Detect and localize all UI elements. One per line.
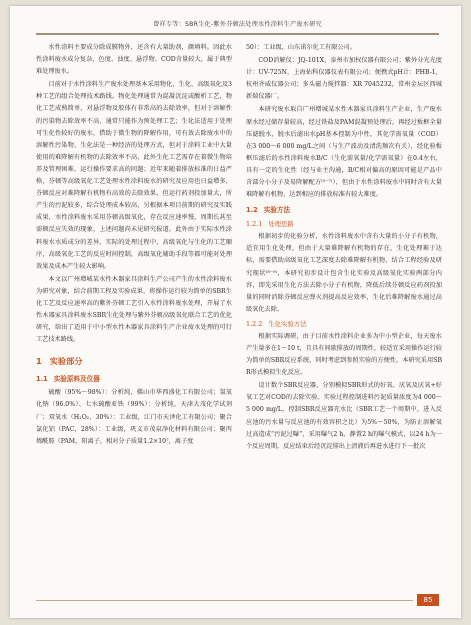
subsubsection-heading-approach xyxy=(246,218,442,230)
running-header: 曾祥专等：SBR生化-紫外芬顿法处理水性涂料生产废水研究 xyxy=(153,21,322,28)
subsection-title: 实验原料及仪器 xyxy=(53,375,100,384)
left-column xyxy=(36,42,232,584)
subsubsection-heading-bio-method xyxy=(246,318,442,330)
section-title: 实验部分 xyxy=(49,356,83,367)
section-heading-experimental xyxy=(36,355,232,367)
subsection-number: 1.1 xyxy=(36,375,48,384)
approach-paragraph: 根据初步的化验分析，水性涂料废水中含有大量的小分子有机物，适宜用生化处理，但由于大量难降解有机物的存在，生化处理难于达标，需要借助高级氧化工艺深度去除难降解有机物，结合工程经验及研究现状⁽⁸⁻⁹⁾，本研究初步设计包含生化实验及高级氧化实验两部分内容，即先采用生化方法去除小分子有机物，降低后续芬顿反应药剂投加量的同时消除芬顿反应弹灭剂提高反应效率，生化后难降解废水通过高级氧化去除。 xyxy=(246,233,442,313)
subsection-number: 1.2 xyxy=(246,206,258,215)
bio-method-paragraph-1: 根据实际调研，由于目前水性涂料企业多为中小型企业，每天废水产生量多在1～10 t，且具有间歇排放的周期性，较适宜采用操作运行较为简单的SBR反应系统，同时考虑到参照实验的方便性，本研究采用SBR形式模拟生化反应。 xyxy=(246,332,442,377)
subsubsection-title: 生化实验方法 xyxy=(268,319,307,328)
subsection-heading-materials xyxy=(36,373,232,385)
section-number: 1 xyxy=(36,356,42,367)
header-rule xyxy=(36,33,439,35)
right-column xyxy=(246,42,442,584)
subsubsection-title: 处理思路 xyxy=(268,220,294,229)
footer-rule xyxy=(36,600,413,601)
intro-paragraph-1: 水性涂料主要成分除成膜物外，还含有大量助剂，颜填料。因此水性涂料废水成分复杂，色度、浊度、悬浮物、COD含量较大，属于典型难处理废水。 xyxy=(36,44,232,76)
materials-continued: 50）：工业级，山东诺尔化工有限公司。 xyxy=(246,44,356,51)
intro-paragraph-2: 目前对于水性涂料生产废水处理基本采用物化、生化、高级氧化及3种工艺的组合处理技术路线。物化处理通常为混凝沉淀或酸析工艺，物化工艺成熟简单，对悬浮物及胶体有非常高的去除效率，但对于溶解性的污染物去除效率不高，通常只能作为预处理工艺；生化法适用于处理可生化性较好的废水，借助于微生物的降解作用，可有效去除废水中的溶解性污染物，生化法是一种经济的处理方式，但对于涂料工业中大量使用的难降解有机物的去除效率不高，此外生化工艺需存在着微生物培养及管理困难、运行操作要求高的问题；近年来随着排放标准的日益严格，芬顿等高级氧化工艺处理水性涂料废水的研究及应用也日益增多，芬顿反应对难降解有机物有高效的去除效果，但运行药剂投加量大，所产生的污泥较多，综合处理成本较高，另根据本项目前期的研究及实践成果，水性涂料废水采用芬顿高级氧化，存在反应速率慢，周期长甚至需顿反应失效的现象，上述问题尚未见研究报道。此外由于实际水性涂料废水水质成分的差异，实际的处理过程中，高级氧化与生化的工艺顺序，高级氧化工艺的反应时间控制，高级氧化辅助手段等都可能对处理效果及成本产生较大影响。 xyxy=(36,81,232,270)
intro-paragraph-3: 本文以广州增城某水性木器家具涂料生产公司产生的水性涂料废水为研究对象，结合前期工程及实验成果，将操作运行较为简单的SBR生化工艺及反应速率高的紫外芬顿工艺引入水性涂料废水处理，开展了水性木器家具涂料废水SBR生化处理与紫外芬顿高级氧化联合工艺的优化研究，给出了适用于中小型水性木器家具涂料生产企业废水处理的可行工艺技术路线。 xyxy=(36,275,232,344)
instruments-paragraph: COD消解仪：JQ-101X，泰州市加权仪器有限公司；紫外分光光度计：UV-725N，上海佑科仪器仪表有限公司；便携式pH计：PHB-1，杭州齐威仪器公司；多头磁力搅拌器：XR 7045232，常州金坛区西城新瑞仪器厂。 xyxy=(246,57,442,101)
subsubsection-number: 1.2.2 xyxy=(246,319,263,328)
materials-paragraph: 硫酸（95%～98%）：分析纯，佛山市华西盛化工有限公司；氢氧化钠（96.0%）、七水硫酸亚铁（99%）：分析纯，天津大茂化学试剂厂；双氧水（H₂O₂，30%）：工业级，江门市天泽化工有限公司；聚合氯化铝（PAC，28%）：工业级，巩义市茂泉净化材料有限公司；聚丙烯酰胺（PAM，阳离子，相对分子质量1.2×10⁷，离子度 xyxy=(36,389,232,445)
page-number: 85 xyxy=(417,594,439,606)
journal-page xyxy=(10,6,461,618)
bio-method-paragraph-2: 设计数个SBR反应器，分别模拟SBR形式的好氧、厌氧及厌氧+好氧工艺对COD的去除实验。实验过程控制进料污泥质量浓度为4 000～5 000 mg/L，控制SBR反应器充水比（SBR工艺一个周期中，进入反应池的污水量与反应池的有效容积之比）为5%～50%，为防止溶解氧过高造成“污泥过曝”，采用曝气2 h、静置2 h的曝气模式，以24 h为一个反应周期，反应结束后经沉淀排出上清液后再进水进行下一批次 xyxy=(246,382,442,450)
subsection-title: 实验方法 xyxy=(263,206,291,215)
subsubsection-number: 1.2.1 xyxy=(246,220,263,229)
wastewater-paragraph: 本研究废水取自广州增城某水性木器家具涂料生产企业，生产废水原水经过储存量较高，经过铁盐及PAM混凝预处理后，再经过板框全量压滤脱水，脱水后滤出水pH基本控制为中性，其化学需氧量（COD）在3 000～6 000 mg/L之间（与生产波动及清洗频次有关），经化验板框压滤后的水性涂料废水B/C（生化需氧量/化学需氧量）在0.4左右，具有一定的生化性（经与业主沟通，B/C相对偏高的原因可能是产品中含部分小分子及易降解配方⁽⁵⁻⁷⁾），但由于水性涂料废水中同时含有大量难降解有机物，达到相应的排放标准有较大难度。 xyxy=(246,106,442,199)
subsection-heading-methods xyxy=(246,204,442,216)
